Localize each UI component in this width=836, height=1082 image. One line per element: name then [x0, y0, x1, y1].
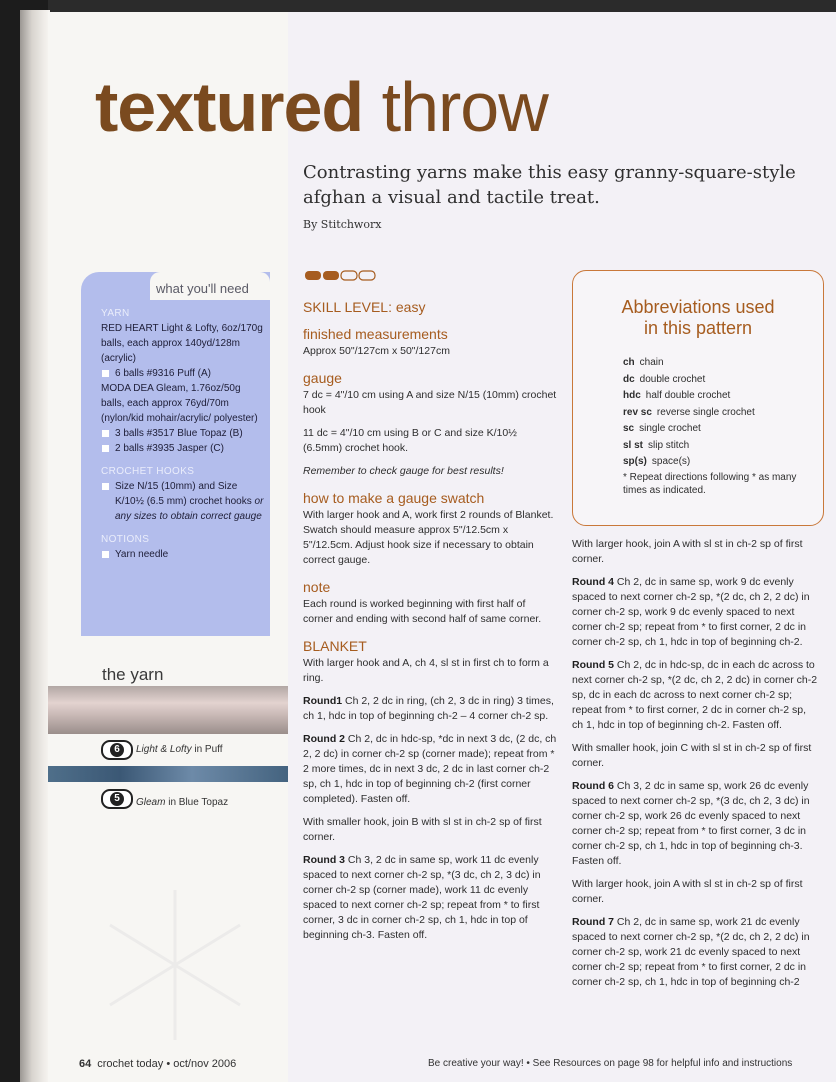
round-1-label: Round1 [303, 695, 343, 707]
yarn-weight-badge-6 [101, 740, 133, 760]
page-number: 64 [79, 1058, 92, 1070]
round-2-text: Ch 2, dc in hdc-sp, *dc in next 3 dc, (2 dc, ch 2, 2 dc) in corner ch-2 sp (corner made); repeat from * 2 more times, dc in next 3 dc, 2 dc in last corner ch-2 sp, ch 1, hdc in top of beginning ch-2 (first corner completed). Fasten off. [303, 733, 557, 805]
yarn1-item: 6 balls #9316 Puff (A) [101, 366, 266, 381]
round-3 [303, 853, 558, 943]
round-4 [572, 575, 820, 650]
title-bold: textured [95, 68, 364, 146]
notions-item: Yarn needle [101, 547, 266, 562]
footer-left [79, 1058, 236, 1070]
footer-right: Be creative your way! • See Resources on page 98 for helpful info and instructions [428, 1058, 793, 1069]
abbr-meaning: double crochet [639, 373, 706, 385]
title-light: throw [363, 68, 548, 146]
abbr-row [623, 355, 755, 372]
round-3-text: Ch 3, 2 dc in same sp, work 11 dc evenly spaced to next corner ch-2 sp, *(3 dc, ch 2, 3 dc) in corner ch-2 sp (corner made), work 11 dc evenly spaced to next corner ch-2 sp; repeat from * to first corner, 3 dc in corner ch-2 sp, ch 1, hdc in top of beginning ch-3. Fasten off. [303, 854, 541, 941]
what-you-need-tab [150, 272, 270, 300]
gauge-reminder: Remember to check gauge for best results! [303, 465, 504, 477]
hooks-item [101, 479, 266, 524]
round-6-text: Ch 3, 2 dc in same sp, work 26 dc evenly spaced to next corner ch-2 sp, *(3 dc, ch 2, 3 dc) in corner ch-2 sp, work 26 dc evenly spaced to next corner ch-2 sp; repeat from * to first corner, 3 dc in corner ch-2 sp, ch 1, hdc in top of beginning ch-3. Fasten off. [572, 780, 810, 867]
abbreviations-note: * Repeat directions following * as many times as indicated. [623, 472, 797, 496]
round-7-label: Round 7 [572, 916, 614, 928]
scan-top-edge [48, 0, 836, 12]
yarn-sample-blue-topaz [48, 766, 288, 782]
abbr-row [623, 405, 755, 422]
abbr-meaning: space(s) [651, 456, 691, 467]
round-6 [572, 779, 820, 869]
round-3-label: Round 3 [303, 854, 345, 866]
yarn2-color: in Blue Topaz [165, 797, 229, 808]
abbr-term: hdc [623, 390, 641, 401]
gauge-heading: gauge [303, 370, 342, 386]
magazine-issue: crochet today • oct/nov 2006 [97, 1058, 237, 1070]
note-text: Each round is worked beginning with first half of corner and ending with second half of same corner. [303, 598, 542, 625]
abbreviations-list [623, 355, 755, 471]
abbr-row [623, 372, 755, 389]
deck-text: Contrasting yarns make this easy granny-square-style afghan a visual and tactile treat. [303, 162, 796, 208]
round-7 [572, 915, 820, 990]
gauge-p1: 7 dc = 4"/10 cm using A and size N/15 (10mm) crochet hook [303, 389, 557, 416]
abbr-meaning: single crochet [639, 423, 701, 434]
abbreviations-heading [573, 297, 823, 339]
blanket-intro: With larger hook and A, ch 4, sl st in first ch to form a ring. [303, 657, 549, 684]
abbr-term: sc [623, 423, 635, 434]
join-c: With smaller hook, join C with sl st in ch-2 sp of first corner. [572, 742, 812, 769]
round-7-text: Ch 2, dc in same sp, work 21 dc evenly spaced to next corner ch-2 sp, *(2 dc, ch 2, 2 dc) in corner ch-2 sp, work 21 dc evenly spaced to next corner ch-2 sp; repeat from * to first corner, 2 dc in corner ch-2 sp, ch 1, hdc in top of beginning ch-2 [572, 916, 810, 988]
the-yarn-heading: the yarn [102, 665, 164, 684]
yarn2-name: MODA DEA Gleam, 1.76oz/50g balls, each approx 76yd/70m (nylon/kid mohair/acrylic/ polyester) [101, 383, 258, 424]
yarn-label: YARN [101, 308, 130, 319]
round-2-label: Round 2 [303, 733, 345, 745]
swatch-text: With larger hook and A, work first 2 rounds of Blanket. Swatch should measure approx 5"/12.5cm x 5"/12.5cm. Adjust hook size if necessary to obtain correct gauge. [303, 509, 554, 566]
yarn1-caption [136, 744, 223, 755]
byline: By Stitchworx [303, 218, 382, 231]
round-1 [303, 694, 558, 724]
abbr-meaning: slip stitch [648, 439, 690, 451]
hooks-label: CROCHET HOOKS [101, 466, 195, 477]
abbr-meaning: half double crochet [645, 390, 731, 401]
round-5-label: Round 5 [572, 659, 614, 671]
round-2 [303, 732, 558, 807]
abbr-term: dc [623, 373, 635, 385]
yarn1-color: in Puff [191, 744, 223, 755]
yarn-weight-5: 5 [110, 792, 124, 806]
materials-list [101, 306, 266, 562]
skill-value: easy [391, 299, 426, 315]
abbr-term: sp(s) [623, 456, 647, 467]
skill-level [303, 300, 558, 315]
yarn2-item2: 2 balls #3935 Jasper (C) [101, 441, 266, 456]
gauge-p2: 11 dc = 4"/10 cm using B or C and size K/10½ (6.5mm) crochet hook. [303, 427, 517, 454]
snowflake-decoration [80, 880, 270, 1050]
skill-label: SKILL LEVEL: [303, 299, 392, 315]
abbr-row [623, 421, 755, 438]
yarn-sample-puff [48, 686, 288, 734]
abbreviations-heading-line1: Abbreviations used [621, 297, 775, 317]
round-1-text: Ch 2, 2 dc in ring, (ch 2, 3 dc in ring) 3 times, ch 1, hdc in top of beginning ch-2 – 4 corner ch-2 sp. [303, 695, 554, 722]
middle-column [303, 300, 558, 951]
yarn2-item1: 3 balls #3517 Blue Topaz (B) [101, 426, 266, 441]
abbreviations-box [572, 270, 824, 526]
abbr-term: rev sc [623, 406, 652, 418]
abbr-term: ch [623, 357, 635, 368]
round-5-text: Ch 2, dc in hdc-sp, dc in each dc across to next corner ch-2 sp, *(2 dc, ch 2, 2 dc) in corner ch-2 sp, dc in each dc across to next corner ch-2 sp; repeat from * to first corner, 2 dc in corner ch-2 sp, ch 1, hdc in top of beginning ch-2. Fasten off. [572, 659, 818, 731]
join-b: With smaller hook, join B with sl st in ch-2 sp of first corner. [303, 816, 542, 843]
yarn-weight-6: 6 [110, 743, 124, 757]
abbr-meaning: chain [639, 357, 664, 368]
yarn1-brand: Light & Lofty [136, 744, 192, 755]
hooks-note: or any sizes to obtain correct gauge [115, 496, 264, 522]
abbr-row [623, 438, 755, 455]
blanket-heading: BLANKET [303, 638, 367, 654]
page-title [95, 66, 548, 148]
skill-level-icon [304, 270, 378, 282]
round-6-label: Round 6 [572, 780, 614, 792]
finished-text: Approx 50"/127cm x 50"/127cm [303, 345, 450, 357]
what-you-need-heading: what you'll need [156, 281, 249, 296]
abbr-row [623, 388, 755, 405]
round-4-text: Ch 2, dc in same sp, work 9 dc evenly spaced to next corner ch-2 sp, *(2 dc, ch 2, 2 dc) in corner ch-2 sp, work 9 dc evenly spaced to next corner ch-2 sp; repeat from * to first corner, 2 dc in corner ch-2 sp, ch 1, hdc in top of beginning ch-2. [572, 576, 810, 648]
abbr-term: sl st [623, 439, 644, 451]
round-5 [572, 658, 820, 733]
note-heading: note [303, 579, 331, 595]
swatch-heading: how to make a gauge swatch [303, 490, 485, 506]
abbr-meaning: reverse single crochet [656, 406, 755, 418]
join-a-2: With larger hook, join A with sl st in ch-2 sp of first corner. [572, 878, 803, 905]
right-column [572, 537, 820, 998]
yarn2-caption [136, 797, 228, 808]
finished-heading: finished measurements [303, 326, 448, 342]
notions-label: NOTIONS [101, 534, 150, 545]
yarn-weight-badge-5 [101, 789, 133, 809]
round-4-label: Round 4 [572, 576, 614, 588]
yarn2-brand: Gleam [136, 797, 166, 808]
gauge-p3 [303, 464, 558, 479]
abbreviations-heading-line2: in this pattern [643, 318, 753, 338]
join-a-1: With larger hook, join A with sl st in ch-2 sp of first corner. [572, 538, 803, 565]
hooks-item-text: Size N/15 (10mm) and Size K/10½ (6.5 mm) crochet hooks [115, 481, 252, 507]
page-gutter [20, 10, 50, 1082]
yarn1-name: RED HEART Light & Lofty, 6oz/170g balls, each approx 140yd/128m (acrylic) [101, 323, 263, 364]
abbr-row [623, 454, 755, 471]
